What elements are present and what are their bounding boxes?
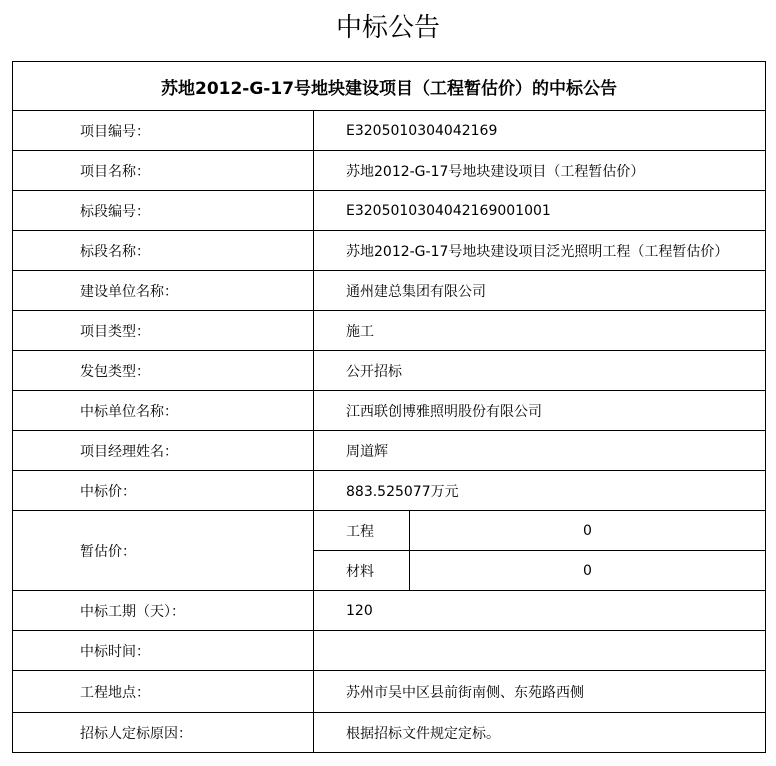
winning-bidder-label: 中标单位名称：	[13, 391, 314, 431]
award-time-value	[314, 631, 766, 671]
provisional-engineering-label: 工程	[314, 511, 410, 551]
site-location-label: 工程地点：	[13, 671, 314, 713]
contract-type-value: 公开招标	[314, 351, 766, 391]
table-row	[13, 471, 766, 511]
notice-heading-row	[13, 62, 766, 111]
winning-price-label: 中标价：	[13, 471, 314, 511]
award-time-label: 中标时间：	[13, 631, 314, 671]
award-notice-table	[12, 61, 766, 753]
table-row	[13, 591, 766, 631]
table-row	[13, 511, 766, 551]
winning-price-value: 883.525077万元	[314, 471, 766, 511]
project-name-value: 苏地2012-G-17号地块建设项目（工程暂估价）	[314, 151, 766, 191]
duration-value: 120	[314, 591, 766, 631]
builder-name-label: 建设单位名称：	[13, 271, 314, 311]
table-row	[13, 151, 766, 191]
table-row	[13, 713, 766, 753]
duration-label: 中标工期（天）：	[13, 591, 314, 631]
section-name-label: 标段名称：	[13, 231, 314, 271]
table-row	[13, 431, 766, 471]
award-reason-value: 根据招标文件规定定标。	[314, 713, 766, 753]
provisional-engineering-value: 0	[410, 511, 766, 551]
project-type-value: 施工	[314, 311, 766, 351]
table-row	[13, 191, 766, 231]
project-manager-label: 项目经理姓名：	[13, 431, 314, 471]
section-number-label: 标段编号：	[13, 191, 314, 231]
site-location-value: 苏州市吴中区县前街南侧、东苑路西侧	[314, 671, 766, 713]
provisional-materials-label: 材料	[314, 551, 410, 591]
table-row	[13, 391, 766, 431]
winning-bidder-value: 江西联创博雅照明股份有限公司	[314, 391, 766, 431]
table-row	[13, 311, 766, 351]
table-row	[13, 111, 766, 151]
project-manager-value: 周道辉	[314, 431, 766, 471]
table-row	[13, 351, 766, 391]
section-name-value: 苏地2012-G-17号地块建设项目泛光照明工程（工程暂估价）	[314, 231, 766, 271]
table-row	[13, 271, 766, 311]
table-row	[13, 631, 766, 671]
contract-type-label: 发包类型：	[13, 351, 314, 391]
notice-heading: 苏地2012-G-17号地块建设项目（工程暂估价）的中标公告	[13, 62, 766, 111]
project-type-label: 项目类型：	[13, 311, 314, 351]
builder-name-value: 通州建总集团有限公司	[314, 271, 766, 311]
section-number-value: E3205010304042169001001	[314, 191, 766, 231]
project-number-value: E3205010304042169	[314, 111, 766, 151]
table-row	[13, 231, 766, 271]
provisional-materials-value: 0	[410, 551, 766, 591]
table-row	[13, 671, 766, 713]
project-name-label: 项目名称：	[13, 151, 314, 191]
provisional-price-label: 暂估价：	[13, 511, 314, 591]
page-title: 中标公告	[335, 13, 440, 43]
project-number-label: 项目编号：	[13, 111, 314, 151]
award-reason-label: 招标人定标原因：	[13, 713, 314, 753]
